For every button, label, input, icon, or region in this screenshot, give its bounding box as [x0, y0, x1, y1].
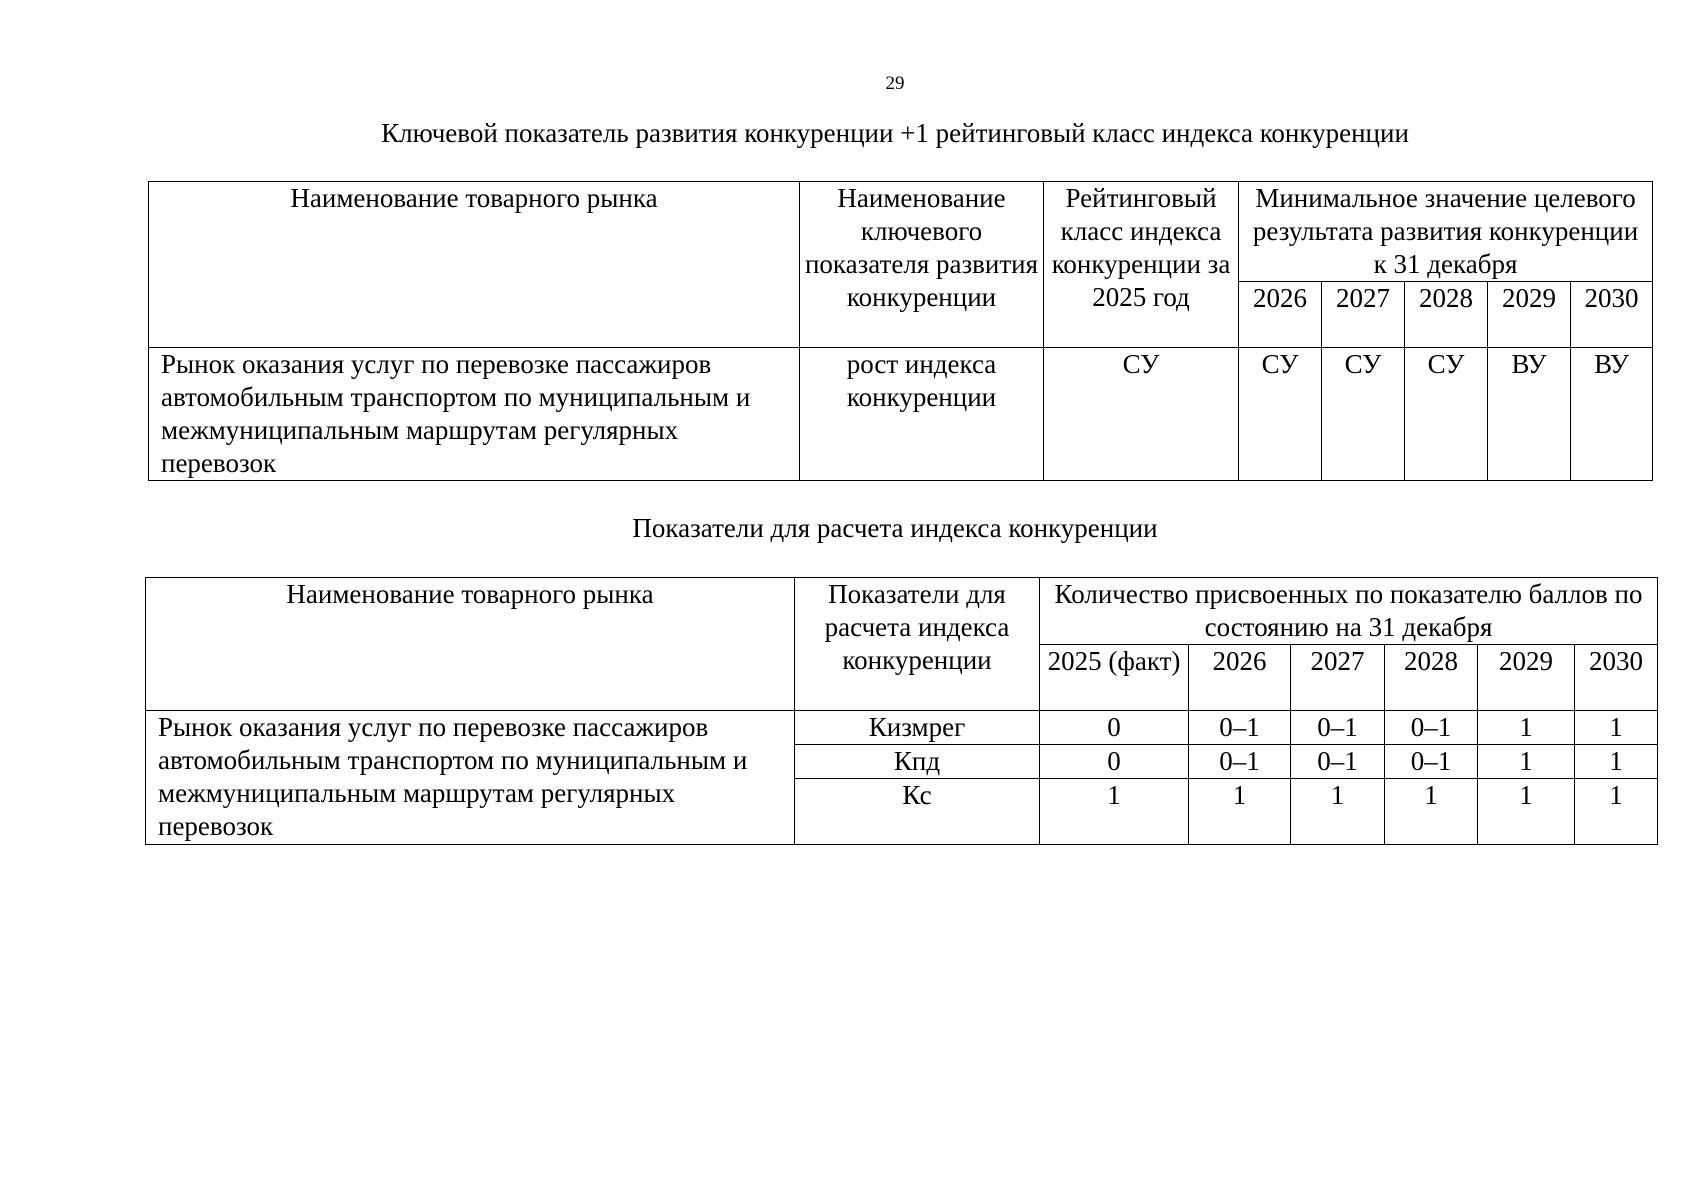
value-cell: СУ [1322, 348, 1405, 481]
points-cell: 1 [1385, 779, 1478, 845]
value-cell: ВУ [1488, 348, 1571, 481]
rating-class-cell: СУ [1044, 348, 1239, 481]
year-header: 2026 [1189, 645, 1291, 711]
year-header: 2028 [1385, 645, 1478, 711]
market-name-cell: Рынок оказания услуг по перевозке пассажиров автомобильным транспортом по муниципальным и межмуниципальным маршрутам регулярных перевозок [146, 711, 795, 845]
header-assigned-points: Количество присвоенных по показателю баллов по состоянию на 31 декабря [1040, 578, 1658, 645]
points-cell: 1 [1575, 779, 1658, 845]
points-cell: 1 [1189, 779, 1291, 845]
points-cell: 1 [1478, 779, 1575, 845]
year-header: 2027 [1322, 282, 1405, 348]
value-cell: СУ [1239, 348, 1322, 481]
calc-indicators-table [145, 577, 1658, 845]
page-number: 29 [885, 73, 905, 94]
indicator-name-cell: рост индекса конкуренции [800, 348, 1044, 481]
points-cell: 0–1 [1189, 711, 1291, 745]
points-cell: 1 [1575, 745, 1658, 779]
year-header: 2027 [1291, 645, 1385, 711]
year-header: 2025 (факт) [1040, 645, 1189, 711]
key-indicator-table [148, 181, 1653, 481]
year-header: 2029 [1478, 645, 1575, 711]
indicator-code-cell: Кс [795, 779, 1040, 845]
points-cell: 0–1 [1385, 711, 1478, 745]
header-rating-class: Рейтинговый класс индекса конкуренции за 2025 год [1044, 182, 1239, 348]
points-cell: 0 [1040, 745, 1189, 779]
points-cell: 1 [1478, 711, 1575, 745]
year-header: 2030 [1575, 645, 1658, 711]
year-header: 2030 [1571, 282, 1653, 348]
header-market-name: Наименование товарного рынка [146, 578, 795, 711]
header-key-indicator-name: Наименование ключевого показателя развития конкуренции [800, 182, 1044, 348]
year-header: 2026 [1239, 282, 1322, 348]
points-cell: 1 [1291, 779, 1385, 845]
year-header: 2029 [1488, 282, 1571, 348]
points-cell: 0–1 [1291, 745, 1385, 779]
indicator-code-cell: Кизмрег [795, 711, 1040, 745]
points-cell: 1 [1478, 745, 1575, 779]
points-cell: 1 [1040, 779, 1189, 845]
points-cell: 0–1 [1291, 711, 1385, 745]
points-cell: 0 [1040, 711, 1189, 745]
value-cell: ВУ [1571, 348, 1653, 481]
header-calc-indicators: Показатели для расчета индекса конкуренции [795, 578, 1040, 711]
section-title-calc-indicators: Показатели для расчета индекса конкуренции [632, 513, 1158, 543]
points-cell: 1 [1575, 711, 1658, 745]
year-header: 2028 [1405, 282, 1488, 348]
value-cell: СУ [1405, 348, 1488, 481]
indicator-code-cell: Кпд [795, 745, 1040, 779]
section-title-key-indicator: Ключевой показатель развития конкуренции +1 рейтинговый класс индекса конкуренции [381, 118, 1409, 148]
points-cell: 0–1 [1385, 745, 1478, 779]
header-market-name: Наименование товарного рынка [149, 182, 800, 348]
header-min-target-value: Минимальное значение целевого результата развития конкуренции к 31 декабря [1239, 182, 1653, 282]
points-cell: 0–1 [1189, 745, 1291, 779]
market-name-cell: Рынок оказания услуг по перевозке пассажиров автомобильным транспортом по муниципальным и межмуниципальным маршрутам регулярных перевозок [149, 348, 800, 481]
